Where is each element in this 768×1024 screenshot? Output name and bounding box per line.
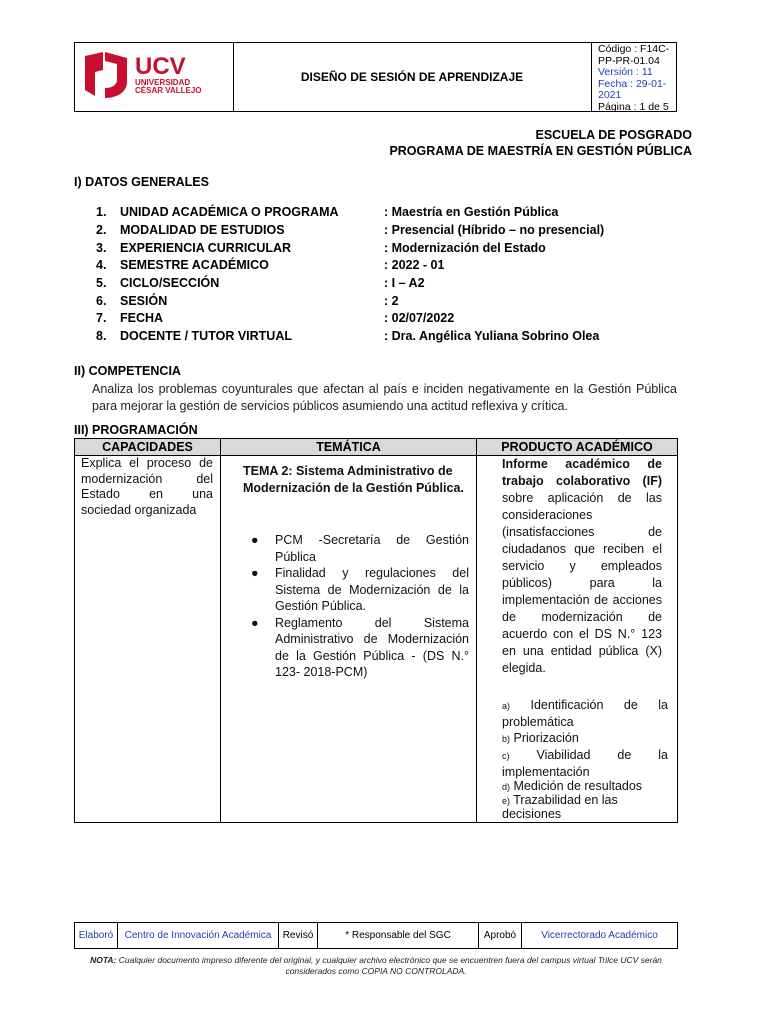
pagina-label: Página [598,100,631,113]
item-text: Viabilidad de la implementación [502,748,668,779]
item-text: Trazabilidad en las decisiones [502,793,618,821]
row-value: : 02/07/2022 [384,311,455,325]
logo-sub2: CÉSAR VALLEJO [135,86,202,95]
school-title: ESCUELA DE POSGRADO [535,128,692,142]
document-title: DISEÑO DE SESIÓN DE APRENDIZAJE [233,43,592,111]
note-label: NOTA: [90,955,117,965]
item-text: Identificación de la problemática [502,698,668,729]
logo-cell [75,43,234,111]
row-label: UNIDAD ACADÉMICA O PROGRAMA [120,205,339,219]
datos-row [96,223,604,241]
item-letter: a) [502,701,511,711]
program-title: PROGRAMA DE MAESTRÍA EN GESTIÓN PÚBLICA [389,144,692,158]
version-value: : 11 [635,66,653,78]
competencia-text: Analiza los problemas coyunturales que afectan al país e inciden negativamente en la Gestión Pública para mejorar la gestión de servicios públicos asumiendo una actitud reflexiva y crítica. [92,382,677,413]
col-header-producto: PRODUCTO ACADÉMICO [477,439,677,456]
row-number: 5. [96,276,107,290]
list-item [502,794,668,821]
datos-row [96,294,399,312]
tema-title: TEMA 2: Sistema Administrativo de Modernización de la Gestión Pública. [243,464,464,495]
row-label: FECHA [120,311,164,325]
item-text: Medición de resultados [513,779,643,793]
programacion-table [74,438,678,823]
column-divider [220,439,221,822]
producto-subitems [502,697,668,821]
item-letter: e) [502,796,511,806]
row-number: 8. [96,329,107,343]
elaboro-value: Centro de Innovación Académica [118,923,279,948]
datos-row [96,205,558,223]
list-item [502,747,668,780]
list-item [502,780,668,794]
col-header-capacidades: CAPACIDADES [75,439,220,456]
row-number: 4. [96,258,107,272]
document-header [74,42,677,112]
fecha-label: Fecha [598,77,628,90]
pagina-value: : 1 de 5 [633,100,669,113]
list-item [502,730,668,747]
logo-sub1: UNIVERSIDAD [135,78,191,87]
row-number: 2. [96,223,107,237]
row-label: SESIÓN [120,294,168,308]
producto-description: sobre aplicación de las consideraciones (insatisfacciones de ciudadanos que reciben el servicio y empleados públicos) para la implementación de acciones de modernización de acuerdo con el DS N.° 123 en una entidad pública (X) elegida. [502,491,662,675]
col-header-tematica: TEMÁTICA [221,439,476,456]
row-label: DOCENTE / TUTOR VIRTUAL [120,329,292,343]
bullet-icon: ● [251,533,259,547]
row-label: MODALIDAD DE ESTUDIOS [120,223,285,237]
row-label: SEMESTRE ACADÉMICO [120,258,269,272]
aprobo-label: Aprobó [479,923,522,948]
datos-row [96,276,425,294]
row-value: : Modernización del Estado [384,241,546,255]
column-divider [476,439,477,822]
codigo-label: Código [598,43,632,55]
ucv-logo [83,52,233,102]
tema-list [243,532,469,681]
reviso-value: * Responsable del SGC [318,923,479,948]
datos-row [96,258,444,276]
aprobo-value: Vicerrectorado Académico [541,930,658,941]
datos-row [96,241,546,259]
list-item [502,697,668,730]
document-meta [592,43,676,111]
row-value: : 2022 - 01 [384,258,445,272]
section-programacion-heading: III) PROGRAMACIÓN [74,423,198,437]
row-number: 7. [96,311,107,325]
approval-footer [74,922,678,949]
producto-bold: Informe académico de trabajo colaborativo (IF) [502,457,662,488]
producto-text [502,456,662,677]
footer-note [74,955,678,977]
datos-row [96,329,599,347]
reviso-label: Revisó [279,923,318,948]
item-letter: d) [502,782,511,792]
codigo-value: : F14C-PP-PR-01.04 [598,43,670,67]
capacidad-text: Explica el proceso de modernización del Estado en una sociedad organizada [81,456,213,517]
list-item [243,615,469,681]
row-value: : Maestría en Gestión Pública [384,205,559,219]
item-letter: c) [502,751,510,761]
bullet-icon: ● [251,566,259,580]
row-label: CICLO/SECCIÓN [120,276,220,290]
fecha-value: : 29-01-2021 [598,77,667,101]
row-value: : I – A2 [384,276,425,290]
row-number: 6. [96,294,107,308]
list-item [243,565,469,615]
list-item [243,532,469,565]
row-value: : 2 [384,294,399,308]
section-datos-heading: I) DATOS GENERALES [74,175,209,189]
row-value: : Dra. Angélica Yuliana Sobrino Olea [384,329,600,343]
version-label: Versión [598,66,634,78]
list-item-text: PCM -Secretaría de Gestión Pública [275,533,469,564]
list-item-text: Finalidad y regulaciones del Sistema de Modernización de la Gestión Pública. [275,566,469,613]
row-label: EXPERIENCIA CURRICULAR [120,241,292,255]
row-value: : Presencial (Híbrido – no presencial) [384,223,605,237]
section-competencia-heading: II) COMPETENCIA [74,364,181,378]
row-number: 1. [96,205,107,219]
row-number: 3. [96,241,107,255]
list-item-text: Reglamento del Sistema Administrativo de Modernización de la Gestión Pública - (DS N.° 123- 2018-PCM) [275,615,469,679]
item-text: Priorización [513,731,579,745]
item-letter: b) [502,734,511,744]
note-text: Cualquier documento impreso diferente del original, y cualquier archivo electrónico que se encuentren fuera del campus virtual Trilce UCV serán considerados como COPIA NO CONTROLADA. [116,955,662,976]
datos-row [96,311,454,329]
elaboro-label: Elaboró [75,923,118,948]
bullet-icon: ● [251,615,259,630]
logo-text: UCV [135,53,186,80]
